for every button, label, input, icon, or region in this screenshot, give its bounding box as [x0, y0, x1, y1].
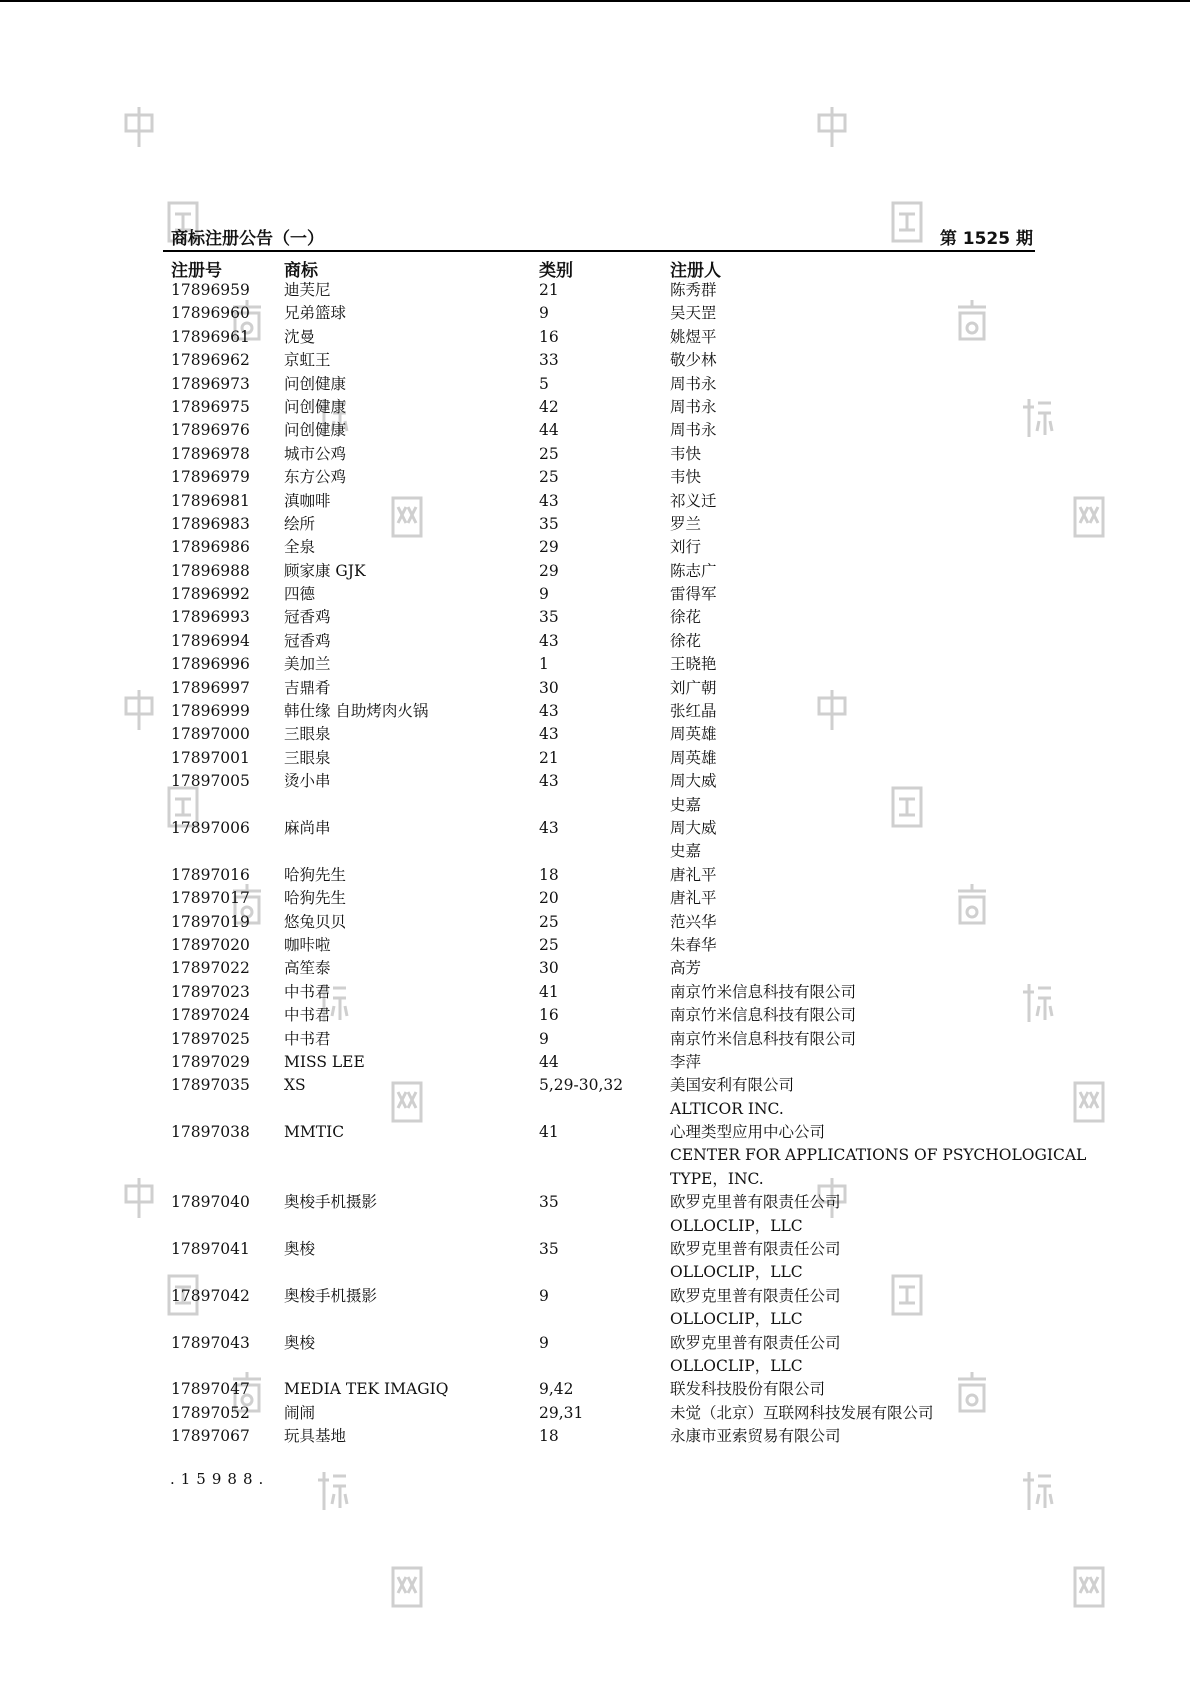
registration-number: 17896981 [171, 491, 250, 510]
registration-number: 17896999 [171, 702, 250, 721]
registration-number: 17897041 [171, 1240, 250, 1259]
registrant-name: ALTICOR INC. [670, 1099, 784, 1118]
class-number: 9 [539, 1286, 549, 1305]
table-row [0, 794, 1190, 817]
class-number: 25 [539, 468, 559, 487]
registration-number: 17897024 [171, 1006, 250, 1025]
registration-number: 17897043 [171, 1333, 250, 1352]
registrant-name: 周英雄 [670, 725, 717, 744]
registration-number: 17897035 [171, 1076, 250, 1095]
registration-number: 17896986 [171, 538, 250, 557]
registration-number: 17897042 [171, 1286, 250, 1305]
registration-number: 17897005 [171, 772, 250, 791]
table-row [0, 1098, 1190, 1121]
class-number: 25 [539, 912, 559, 931]
registrant-name: 周英雄 [670, 748, 717, 767]
registrant-name: 范兴华 [670, 912, 717, 931]
table-row [0, 606, 1190, 629]
trademark-name: 中书君 [284, 1029, 331, 1048]
registrant-name: 敬少林 [670, 351, 717, 370]
trademark-name: MEDIA TEK IMAGIQ [284, 1380, 449, 1399]
table-row [0, 1425, 1190, 1448]
trademark-name: 兄弟篮球 [284, 304, 347, 323]
registrant-name: 刘行 [670, 538, 702, 557]
class-number: 35 [539, 514, 559, 533]
registration-number: 17897006 [171, 818, 250, 837]
registration-number: 17897020 [171, 935, 250, 954]
class-number: 35 [539, 1193, 559, 1212]
trademark-name: 高笙泰 [284, 959, 331, 978]
registration-number: 17896992 [171, 585, 250, 604]
registrant-name: 周书永 [670, 421, 717, 440]
table-row [0, 887, 1190, 910]
registration-number: 17896978 [171, 444, 250, 463]
registration-number: 17896975 [171, 397, 250, 416]
table-row [0, 1074, 1190, 1097]
registrant-name: 韦快 [670, 444, 702, 463]
registrant-name: 史嘉 [670, 795, 702, 814]
registrant-name: 唐礼平 [670, 865, 717, 884]
trademark-name: 中书君 [284, 982, 331, 1001]
registration-number: 17897019 [171, 912, 250, 931]
trademark-name: 麻尚串 [284, 818, 331, 837]
registrant-name: 永康市亚索贸易有限公司 [670, 1427, 841, 1446]
table-row [0, 1402, 1190, 1425]
registrant-name: 周大威 [670, 818, 717, 837]
table-row [0, 840, 1190, 863]
table-row [0, 1355, 1190, 1378]
trademark-name: 咖咔啦 [284, 935, 331, 954]
trademark-name: 绘所 [284, 514, 316, 533]
table-row [0, 326, 1190, 349]
registrant-name: 高芳 [670, 959, 702, 978]
trademark-name: 三眼泉 [284, 725, 331, 744]
class-number: 43 [539, 491, 559, 510]
trademark-name: 哈狗先生 [284, 865, 347, 884]
registration-number: 17897016 [171, 865, 250, 884]
table-row [0, 1168, 1190, 1191]
class-number: 9,42 [539, 1380, 574, 1399]
registration-number: 17896997 [171, 678, 250, 697]
table-row [0, 653, 1190, 676]
registrant-name: 罗兰 [670, 514, 702, 533]
table-row [0, 981, 1190, 1004]
trademark-name: 中书君 [284, 1006, 331, 1025]
class-number: 33 [539, 351, 559, 370]
column-header-no: 注册号 [171, 261, 222, 281]
registrant-name: 周大威 [670, 772, 717, 791]
registrant-name: OLLOCLIP，LLC [670, 1356, 803, 1375]
trademark-name: 沈曼 [284, 327, 316, 346]
table-row [0, 1121, 1190, 1144]
registration-number: 17896962 [171, 351, 250, 370]
trademark-name: 全泉 [284, 538, 316, 557]
trademark-name: 三眼泉 [284, 748, 331, 767]
class-number: 43 [539, 818, 559, 837]
table-row [0, 1238, 1190, 1261]
trademark-name: XS [284, 1076, 306, 1095]
table-row [0, 279, 1190, 302]
trademark-name: 京虹王 [284, 351, 331, 370]
class-number: 44 [539, 1052, 559, 1071]
table-row [0, 1144, 1190, 1167]
trademark-name: 顾家康 GJK [284, 561, 366, 580]
registration-number: 17897000 [171, 725, 250, 744]
registrant-name: 唐礼平 [670, 889, 717, 908]
registrant-name: 周书永 [670, 397, 717, 416]
registrant-name: 南京竹米信息科技有限公司 [670, 982, 857, 1001]
registrant-name: 心理类型应用中心公司 [670, 1123, 826, 1142]
class-number: 44 [539, 421, 559, 440]
table-row [0, 513, 1190, 536]
registration-table [0, 279, 1190, 1449]
registration-number: 17896959 [171, 281, 250, 299]
class-number: 18 [539, 865, 559, 884]
registrant-name: 南京竹米信息科技有限公司 [670, 1006, 857, 1025]
table-row [0, 443, 1190, 466]
watermark-zhong-icon [122, 105, 156, 149]
registrant-name: TYPE，INC. [670, 1169, 764, 1188]
class-number: 18 [539, 1427, 559, 1446]
table-row [0, 677, 1190, 700]
trademark-name: 烫小串 [284, 772, 331, 791]
trademark-name: 韩仕缘 自助烤肉火锅 [284, 702, 429, 721]
registration-number: 17897022 [171, 959, 250, 978]
registration-number: 17896983 [171, 514, 250, 533]
class-number: 42 [539, 397, 559, 416]
class-number: 9 [539, 1333, 549, 1352]
registrant-name: 李萍 [670, 1052, 702, 1071]
trademark-name: 奥梭 [284, 1240, 316, 1259]
class-number: 29 [539, 561, 559, 580]
class-number: 43 [539, 631, 559, 650]
registrant-name: 徐花 [670, 631, 702, 650]
table-row [0, 817, 1190, 840]
issue-number: 第 1525 期 [939, 229, 1033, 249]
table-row [0, 1332, 1190, 1355]
class-number: 21 [539, 281, 559, 299]
watermark-wang-icon [390, 1565, 424, 1609]
registration-number: 17896976 [171, 421, 250, 440]
trademark-name: 问创健康 [284, 421, 347, 440]
registrant-name: 欧罗克里普有限责任公司 [670, 1286, 841, 1305]
class-number: 1 [539, 655, 549, 674]
class-number: 16 [539, 327, 559, 346]
table-row [0, 911, 1190, 934]
registration-number: 17897025 [171, 1029, 250, 1048]
trademark-name: MISS LEE [284, 1052, 365, 1071]
registration-number: 17897023 [171, 982, 250, 1001]
registration-number: 17896960 [171, 304, 250, 323]
class-number: 9 [539, 1029, 549, 1048]
watermark-zhong-icon [815, 105, 849, 149]
registrant-name: 欧罗克里普有限责任公司 [670, 1333, 841, 1352]
table-row [0, 490, 1190, 513]
class-number: 9 [539, 304, 549, 323]
registrant-name: 陈志广 [670, 561, 717, 580]
registrant-name: 史嘉 [670, 842, 702, 861]
registration-number: 17896973 [171, 374, 250, 393]
registration-number: 17896993 [171, 608, 250, 627]
registration-number: 17896961 [171, 327, 250, 346]
table-row [0, 349, 1190, 372]
registrant-name: 姚煜平 [670, 327, 717, 346]
trademark-name: 四德 [284, 585, 316, 604]
registrant-name: 欧罗克里普有限责任公司 [670, 1240, 841, 1259]
trademark-name: 滇咖啡 [284, 491, 331, 510]
registrant-name: OLLOCLIP，LLC [670, 1216, 803, 1235]
class-number: 41 [539, 982, 559, 1001]
trademark-name: 冠香鸡 [284, 631, 331, 650]
trademark-name: 问创健康 [284, 374, 347, 393]
class-number: 43 [539, 725, 559, 744]
table-row [0, 723, 1190, 746]
class-number: 35 [539, 1240, 559, 1259]
registration-number: 17897052 [171, 1403, 250, 1422]
table-row [0, 1191, 1190, 1214]
trademark-name: 闹闹 [284, 1403, 316, 1422]
class-number: 30 [539, 959, 559, 978]
class-number: 9 [539, 585, 549, 604]
class-number: 5,29-30,32 [539, 1076, 624, 1095]
trademark-name: 吉鼎肴 [284, 678, 331, 697]
registrant-name: OLLOCLIP，LLC [670, 1263, 803, 1282]
table-row [0, 1308, 1190, 1331]
table-row [0, 373, 1190, 396]
registrant-name: 王晓艳 [670, 655, 717, 674]
column-header-registrant: 注册人 [670, 261, 721, 281]
table-row [0, 419, 1190, 442]
trademark-name: 奥梭 [284, 1333, 316, 1352]
registrant-name: CENTER FOR APPLICATIONS OF PSYCHOLOGICAL [670, 1146, 1087, 1165]
registrant-name: 朱春华 [670, 935, 717, 954]
column-header-class: 类别 [539, 261, 573, 281]
trademark-name: 奥梭手机摄影 [284, 1286, 378, 1305]
registration-number: 17897040 [171, 1193, 250, 1212]
trademark-name: 哈狗先生 [284, 889, 347, 908]
table-row [0, 957, 1190, 980]
registrant-name: 吴天罡 [670, 304, 717, 323]
registration-number: 17896979 [171, 468, 250, 487]
registration-number: 17897038 [171, 1123, 250, 1142]
registrant-name: 张红晶 [670, 702, 717, 721]
class-number: 41 [539, 1123, 559, 1142]
registration-number: 17897017 [171, 889, 250, 908]
class-number: 5 [539, 374, 549, 393]
table-row [0, 700, 1190, 723]
registrant-name: OLLOCLIP，LLC [670, 1310, 803, 1329]
trademark-name: 奥梭手机摄影 [284, 1193, 378, 1212]
class-number: 35 [539, 608, 559, 627]
class-number: 30 [539, 678, 559, 697]
trademark-name: 悠兔贝贝 [284, 912, 347, 931]
registration-number: 17896988 [171, 561, 250, 580]
trademark-name: 城市公鸡 [284, 444, 347, 463]
watermark-biao-icon [1020, 1468, 1054, 1512]
trademark-name: 冠香鸡 [284, 608, 331, 627]
table-row [0, 560, 1190, 583]
registrant-name: 南京竹米信息科技有限公司 [670, 1029, 857, 1048]
table-row [0, 302, 1190, 325]
registrant-name: 雷得军 [670, 585, 717, 604]
trademark-name: 东方公鸡 [284, 468, 347, 487]
class-number: 29 [539, 538, 559, 557]
page-header [171, 224, 1033, 250]
registrant-name: 联发科技股份有限公司 [670, 1380, 826, 1399]
registrant-name: 美国安利有限公司 [670, 1076, 795, 1095]
table-row [0, 1215, 1190, 1238]
table-row [0, 583, 1190, 606]
watermark-wang-icon [1072, 1565, 1106, 1609]
registrant-name: 刘广朝 [670, 678, 717, 697]
table-row [0, 1004, 1190, 1027]
registrant-name: 陈秀群 [670, 281, 717, 299]
class-number: 29,31 [539, 1403, 584, 1422]
trademark-name: 玩具基地 [284, 1427, 347, 1446]
registration-number: 17896994 [171, 631, 250, 650]
header-rule [163, 250, 1035, 252]
watermark-biao-icon [315, 1468, 349, 1512]
page-title: 商标注册公告（一） [171, 229, 324, 249]
registrant-name: 徐花 [670, 608, 702, 627]
table-row [0, 1285, 1190, 1308]
table-row [0, 1378, 1190, 1401]
registrant-name: 未觉（北京）互联网科技发展有限公司 [670, 1403, 934, 1422]
registration-number: 17897029 [171, 1052, 250, 1071]
class-number: 16 [539, 1006, 559, 1025]
registration-number: 17897001 [171, 748, 250, 767]
class-number: 43 [539, 772, 559, 791]
table-row [0, 864, 1190, 887]
registration-number: 17897067 [171, 1427, 250, 1446]
trademark-name: 美加兰 [284, 655, 331, 674]
table-row [0, 466, 1190, 489]
class-number: 20 [539, 889, 559, 908]
class-number: 25 [539, 444, 559, 463]
table-row [0, 396, 1190, 419]
table-row [0, 747, 1190, 770]
registration-number: 17897047 [171, 1380, 250, 1399]
table-row [0, 630, 1190, 653]
registrant-name: 祁义迁 [670, 491, 717, 510]
table-row [0, 1261, 1190, 1284]
registrant-name: 韦快 [670, 468, 702, 487]
trademark-name: MMTIC [284, 1123, 345, 1142]
table-row [0, 1028, 1190, 1051]
column-header-mark: 商标 [284, 261, 318, 281]
registration-number: 17896996 [171, 655, 250, 674]
trademark-name: 问创健康 [284, 397, 347, 416]
table-row [0, 770, 1190, 793]
class-number: 25 [539, 935, 559, 954]
page-number: .15988. [170, 1470, 270, 1488]
registrant-name: 欧罗克里普有限责任公司 [670, 1193, 841, 1212]
table-row [0, 536, 1190, 559]
registrant-name: 周书永 [670, 374, 717, 393]
class-number: 43 [539, 702, 559, 721]
trademark-name: 迪芙尼 [284, 281, 331, 299]
table-row [0, 1051, 1190, 1074]
top-border [0, 0, 1190, 2]
table-row [0, 934, 1190, 957]
class-number: 21 [539, 748, 559, 767]
